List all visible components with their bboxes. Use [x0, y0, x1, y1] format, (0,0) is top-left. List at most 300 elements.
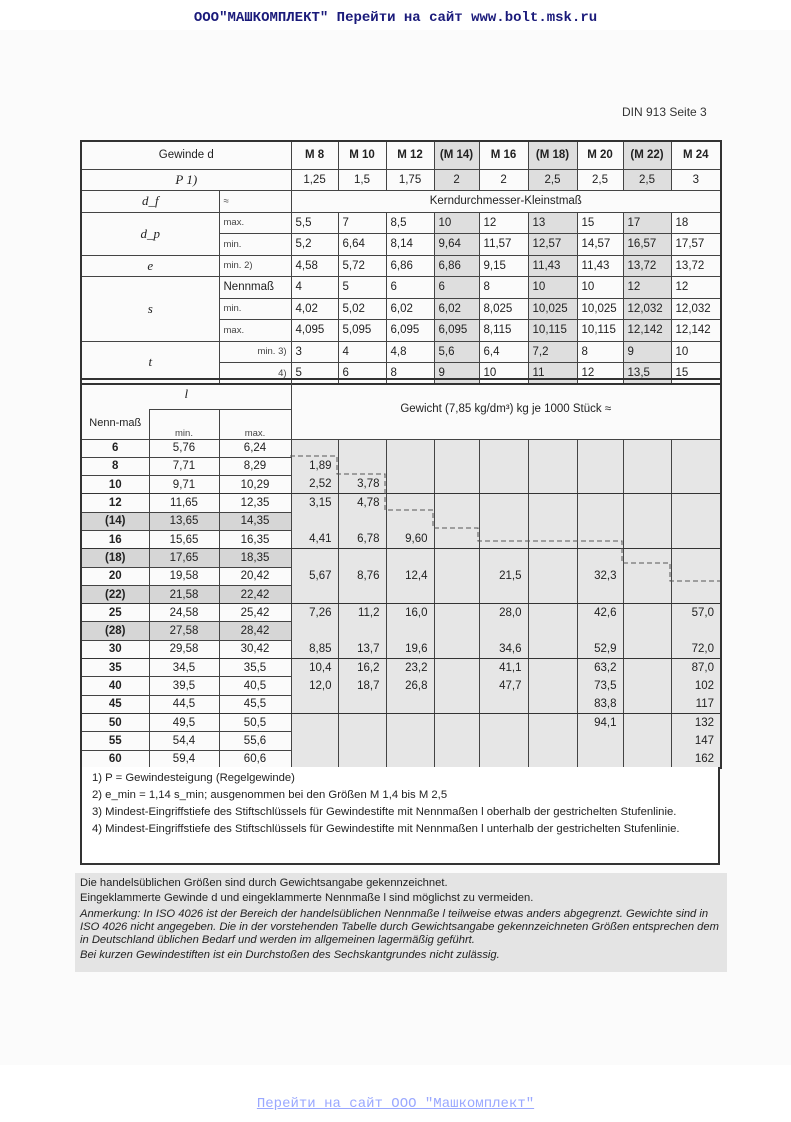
weight-cell: 4,41 [291, 530, 338, 548]
weight-cell [479, 494, 528, 512]
length-row [81, 476, 721, 494]
weight-cell [386, 585, 434, 603]
value-cell: 6 [386, 277, 434, 299]
weight-cell [623, 640, 671, 658]
value-cell: 9 [623, 341, 671, 363]
weight-cell: 34,6 [479, 640, 528, 658]
weight-cell [434, 457, 479, 475]
weight-cell [577, 512, 623, 530]
kerndurchmesser-note: Kerndurchmesser-Kleinstmaß [291, 191, 721, 213]
max-cell: 6,24 [219, 439, 291, 457]
value-cell: 13,5 [623, 363, 671, 385]
weight-cell [479, 695, 528, 713]
min-cell: 13,65 [149, 512, 219, 530]
note-anmerkung: Anmerkung: In ISO 4026 ist der Bereich der handelsüblichen Nennmaße l teilweise etwas anders abgegrenzt. Gewichte sind in ISO 4026 nicht angegeben. Die in der vorstehenden Tabelle durch Gewichtsangabe gekennzeichneten Größen entsprechen dem in Deutschland üblichen Bedarf und werden im allgemeinen lagermäßig geführt. [80, 907, 719, 947]
weight-cell [671, 622, 721, 640]
value-cell: 11,57 [479, 234, 528, 256]
value-cell: 12,57 [528, 234, 577, 256]
weight-cell [338, 457, 386, 475]
weight-cell [291, 750, 338, 768]
value-cell: 17,57 [671, 234, 721, 256]
weight-cell [434, 713, 479, 731]
weight-cell [528, 494, 577, 512]
weight-cell: 28,0 [479, 604, 528, 622]
weight-cell [623, 585, 671, 603]
weight-cell [623, 530, 671, 548]
size-header: M 20 [577, 141, 623, 169]
weight-cell: 57,0 [671, 604, 721, 622]
value-cell: 6,64 [338, 234, 386, 256]
value-cell: 8,14 [386, 234, 434, 256]
weight-cell [291, 512, 338, 530]
value-cell: 12 [577, 363, 623, 385]
length-row [81, 512, 721, 530]
weight-cell [623, 622, 671, 640]
nennmass-cell: 10 [81, 476, 149, 494]
value-cell: 16,57 [623, 234, 671, 256]
value-cell: 12,142 [671, 320, 721, 342]
label-l: l [81, 379, 291, 409]
header-max: max. [219, 409, 291, 439]
max-cell: 28,42 [219, 622, 291, 640]
weight-cell: 132 [671, 713, 721, 731]
weight-cell [577, 439, 623, 457]
weight-cell [479, 750, 528, 768]
nennmass-cell: 50 [81, 713, 149, 731]
footnote-4: 4) Mindest-Eingriffstiefe des Stiftschlüssels für Gewindestifte mit Nennmaßen l unterhalb der gestrichelten Stufenlinie. [92, 823, 680, 835]
nennmass-cell: 20 [81, 567, 149, 585]
weight-cell: 16,2 [338, 659, 386, 677]
header-gewinde: Gewinde d [81, 141, 291, 169]
length-row [81, 622, 721, 640]
length-row [81, 695, 721, 713]
weight-cell [338, 512, 386, 530]
max-cell: 60,6 [219, 750, 291, 768]
weight-cell [386, 439, 434, 457]
weight-cell: 8,76 [338, 567, 386, 585]
weight-cell: 2,52 [291, 476, 338, 494]
value-cell: 3 [671, 169, 721, 191]
min-cell: 19,58 [149, 567, 219, 585]
value-cell: 14,57 [577, 234, 623, 256]
size-header: M 12 [386, 141, 434, 169]
max-cell: 55,6 [219, 732, 291, 750]
weight-cell [386, 512, 434, 530]
weight-cell [479, 549, 528, 567]
value-cell: 10 [434, 212, 479, 234]
weight-cell [671, 585, 721, 603]
min-cell: 11,65 [149, 494, 219, 512]
value-cell: 5,2 [291, 234, 338, 256]
weight-cell [623, 659, 671, 677]
notes-block [75, 873, 727, 972]
weight-cell: 19,6 [386, 640, 434, 658]
weight-cell [577, 622, 623, 640]
value-cell: 10 [577, 277, 623, 299]
value-cell: 6,02 [434, 298, 479, 320]
weight-cell: 12,0 [291, 677, 338, 695]
weight-cell [528, 567, 577, 585]
weight-cell: 11,2 [338, 604, 386, 622]
value-cell: 9,15 [479, 255, 528, 277]
value-cell: 11,43 [577, 255, 623, 277]
weight-cell: 8,85 [291, 640, 338, 658]
weight-cell: 72,0 [671, 640, 721, 658]
min-cell: 7,71 [149, 457, 219, 475]
weight-cell: 5,67 [291, 567, 338, 585]
value-cell: 13,72 [671, 255, 721, 277]
weight-cell [434, 476, 479, 494]
weight-cell: 94,1 [577, 713, 623, 731]
max-cell: 14,35 [219, 512, 291, 530]
size-header: M 8 [291, 141, 338, 169]
site-banner-link[interactable]: ООО"МАШКОМПЛЕКТ" Перейти на сайт www.bolt.msk.ru [193, 10, 598, 26]
weight-cell [479, 457, 528, 475]
length-row [81, 530, 721, 548]
min-cell: 9,71 [149, 476, 219, 494]
max-cell: 12,35 [219, 494, 291, 512]
value-cell: 10 [528, 277, 577, 299]
weight-cell [479, 476, 528, 494]
nennmass-cell: (28) [81, 622, 149, 640]
weight-cell [386, 549, 434, 567]
weight-cell [528, 640, 577, 658]
min-cell: 44,5 [149, 695, 219, 713]
nennmass-cell: 16 [81, 530, 149, 548]
value-cell: 4,8 [386, 341, 434, 363]
weight-cell [577, 476, 623, 494]
value-cell: 10,025 [577, 298, 623, 320]
weight-cell [528, 604, 577, 622]
label-p: P 1) [81, 169, 291, 191]
weight-cell [528, 549, 577, 567]
value-cell: 18 [671, 212, 721, 234]
value-cell: 5,5 [291, 212, 338, 234]
label-dp: d_p [81, 212, 219, 255]
weight-cell [528, 750, 577, 768]
weight-cell: 147 [671, 732, 721, 750]
max-cell: 50,5 [219, 713, 291, 731]
nennmass-cell: 8 [81, 457, 149, 475]
value-cell: 6,86 [434, 255, 479, 277]
nennmass-cell: 30 [81, 640, 149, 658]
value-cell: 2,5 [528, 169, 577, 191]
max-cell: 25,42 [219, 604, 291, 622]
value-cell: 17 [623, 212, 671, 234]
length-row [81, 439, 721, 457]
weight-cell [623, 677, 671, 695]
weight-cell [623, 732, 671, 750]
min-cell: 29,58 [149, 640, 219, 658]
note-1: Die handelsüblichen Größen sind durch Gewichtsangabe gekennzeichnet. [80, 877, 448, 889]
min-cell: 59,4 [149, 750, 219, 768]
length-row [81, 549, 721, 567]
weight-cell [671, 512, 721, 530]
value-cell: 10,025 [528, 298, 577, 320]
weight-cell [434, 604, 479, 622]
weight-cell: 87,0 [671, 659, 721, 677]
weight-cell [623, 512, 671, 530]
value-cell: 8,115 [479, 320, 528, 342]
value-cell: 6,02 [386, 298, 434, 320]
weight-cell [479, 530, 528, 548]
weight-cell: 16,0 [386, 604, 434, 622]
qualifier-min3: min. 3) [219, 341, 291, 363]
value-cell: 4,58 [291, 255, 338, 277]
weight-cell [623, 713, 671, 731]
qualifier-nennmass: Nennmaß [219, 277, 291, 299]
weight-cell: 18,7 [338, 677, 386, 695]
qualifier-4: 4) [219, 363, 291, 385]
length-row [81, 659, 721, 677]
value-cell: 4,02 [291, 298, 338, 320]
weight-cell [338, 695, 386, 713]
weight-cell [434, 640, 479, 658]
length-row [81, 585, 721, 603]
qualifier-max: max. [219, 212, 291, 234]
nennmass-cell: 45 [81, 695, 149, 713]
value-cell: 15 [671, 363, 721, 385]
value-cell: 1,25 [291, 169, 338, 191]
value-cell: 6,86 [386, 255, 434, 277]
size-header: M 16 [479, 141, 528, 169]
weight-cell: 21,5 [479, 567, 528, 585]
min-cell: 54,4 [149, 732, 219, 750]
weight-cell: 63,2 [577, 659, 623, 677]
length-row [81, 732, 721, 750]
min-cell: 24,58 [149, 604, 219, 622]
value-cell: 12,032 [623, 298, 671, 320]
value-cell: 6,4 [479, 341, 528, 363]
weight-cell [338, 439, 386, 457]
weight-cell [528, 530, 577, 548]
weight-cell [528, 695, 577, 713]
weight-cell [528, 585, 577, 603]
weight-cell: 73,5 [577, 677, 623, 695]
weight-cell [434, 530, 479, 548]
max-cell: 22,42 [219, 585, 291, 603]
label-df: d_f [81, 191, 219, 213]
weight-cell [577, 530, 623, 548]
length-row [81, 494, 721, 512]
value-cell: 10 [671, 341, 721, 363]
value-cell: 1,5 [338, 169, 386, 191]
nennmass-cell: 40 [81, 677, 149, 695]
weight-cell [528, 622, 577, 640]
value-cell: 5 [291, 363, 338, 385]
weight-cell [577, 457, 623, 475]
weight-cell: 32,3 [577, 567, 623, 585]
weight-cell [291, 549, 338, 567]
bottom-site-link[interactable]: Перейти на сайт ООО "Машкомплект" [256, 1096, 535, 1112]
qualifier-min: min. [219, 298, 291, 320]
max-cell: 10,29 [219, 476, 291, 494]
weight-cell: 9,60 [386, 530, 434, 548]
note-2: Eingeklammerte Gewinde d und eingeklammerte Nennmaße l sind möglichst zu vermeiden. [80, 892, 534, 905]
min-cell: 27,58 [149, 622, 219, 640]
max-cell: 35,5 [219, 659, 291, 677]
min-cell: 21,58 [149, 585, 219, 603]
value-cell: 4 [291, 277, 338, 299]
max-cell: 30,42 [219, 640, 291, 658]
weight-cell [528, 732, 577, 750]
length-row [81, 457, 721, 475]
footnote-2: 2) e_min = 1,14 s_min; ausgenommen bei den Größen M 1,4 bis M 2,5 [92, 789, 448, 801]
weight-cell [528, 512, 577, 530]
note-4: Bei kurzen Gewindestiften ist ein Durchstoßen des Sechskantgrundes nicht zulässig. [80, 949, 500, 962]
weight-cell: 102 [671, 677, 721, 695]
footnotes [80, 767, 720, 865]
min-cell: 39,5 [149, 677, 219, 695]
weight-cell [479, 585, 528, 603]
weight-cell [671, 549, 721, 567]
value-cell: 5 [338, 277, 386, 299]
nennmass-cell: (22) [81, 585, 149, 603]
weight-cell [386, 750, 434, 768]
value-cell: 5,6 [434, 341, 479, 363]
weight-cell [671, 457, 721, 475]
value-cell: 10 [479, 363, 528, 385]
weight-cell [623, 439, 671, 457]
value-cell: 6,095 [386, 320, 434, 342]
weight-cell: 23,2 [386, 659, 434, 677]
qualifier-min: min. [219, 234, 291, 256]
weight-cell [434, 512, 479, 530]
max-cell: 40,5 [219, 677, 291, 695]
value-cell: 4 [338, 341, 386, 363]
value-cell: 8 [577, 341, 623, 363]
value-cell: 1,75 [386, 169, 434, 191]
weight-header: Gewicht (7,85 kg/dm³) kg je 1000 Stück ≈ [291, 379, 721, 439]
weight-cell: 3,78 [338, 476, 386, 494]
weight-cell [671, 530, 721, 548]
value-cell: 12 [671, 277, 721, 299]
weight-cell [338, 750, 386, 768]
max-cell: 45,5 [219, 695, 291, 713]
min-cell: 49,5 [149, 713, 219, 731]
nennmass-cell: 6 [81, 439, 149, 457]
weight-cell [291, 622, 338, 640]
min-cell: 5,76 [149, 439, 219, 457]
length-row [81, 713, 721, 731]
weight-cell [434, 549, 479, 567]
size-header: M 24 [671, 141, 721, 169]
weight-cell: 3,15 [291, 494, 338, 512]
value-cell: 7 [338, 212, 386, 234]
header-nennmass: Nenn-maß [81, 409, 149, 439]
weight-cell [623, 604, 671, 622]
value-cell: 9,64 [434, 234, 479, 256]
weight-cell [577, 585, 623, 603]
weight-cell [623, 695, 671, 713]
value-cell: 13,72 [623, 255, 671, 277]
weight-cell [528, 476, 577, 494]
weight-cell [291, 732, 338, 750]
nennmass-cell: (14) [81, 512, 149, 530]
value-cell: 15 [577, 212, 623, 234]
value-cell: 10,115 [528, 320, 577, 342]
weight-cell: 26,8 [386, 677, 434, 695]
weight-cell: 47,7 [479, 677, 528, 695]
weight-cell [623, 494, 671, 512]
qualifier-min2: min. 2) [219, 255, 291, 277]
weight-cell [386, 622, 434, 640]
weight-cell: 10,4 [291, 659, 338, 677]
weight-cell: 13,7 [338, 640, 386, 658]
value-cell: 12,032 [671, 298, 721, 320]
weight-cell [338, 732, 386, 750]
weight-cell: 12,4 [386, 567, 434, 585]
value-cell: 8,5 [386, 212, 434, 234]
min-cell: 34,5 [149, 659, 219, 677]
weight-cell: 42,6 [577, 604, 623, 622]
value-cell: 11,43 [528, 255, 577, 277]
weight-cell [577, 732, 623, 750]
weight-cell [577, 549, 623, 567]
qualifier-max: max. [219, 320, 291, 342]
weight-cell [671, 476, 721, 494]
min-cell: 17,65 [149, 549, 219, 567]
weight-cell [528, 439, 577, 457]
weight-cell [434, 494, 479, 512]
label-e: e [81, 255, 219, 277]
weight-cell [577, 494, 623, 512]
weight-cell [386, 476, 434, 494]
max-cell: 18,35 [219, 549, 291, 567]
weight-cell [623, 457, 671, 475]
value-cell: 12 [623, 277, 671, 299]
footnote-3: 3) Mindest-Eingriffstiefe des Stiftschlüssels für Gewindestifte mit Nennmaßen l oberhalb der gestrichelten Stufenlinie. [92, 806, 677, 818]
dimensions-table [80, 140, 722, 385]
weight-cell [291, 439, 338, 457]
nennmass-cell: 35 [81, 659, 149, 677]
weight-cell [434, 439, 479, 457]
value-cell: 6,095 [434, 320, 479, 342]
min-cell: 15,65 [149, 530, 219, 548]
size-header: (M 22) [623, 141, 671, 169]
weight-cell [528, 659, 577, 677]
weight-cell [577, 750, 623, 768]
weight-cell [623, 567, 671, 585]
value-cell: 12,142 [623, 320, 671, 342]
weight-cell: 41,1 [479, 659, 528, 677]
weight-cell [434, 695, 479, 713]
weight-cell: 83,8 [577, 695, 623, 713]
value-cell: 6 [338, 363, 386, 385]
nennmass-cell: 25 [81, 604, 149, 622]
label-s: s [81, 277, 219, 342]
length-row [81, 677, 721, 695]
weight-cell [671, 567, 721, 585]
value-cell: 10,115 [577, 320, 623, 342]
length-row [81, 604, 721, 622]
weight-cell: 52,9 [577, 640, 623, 658]
footnote-1: 1) P = Gewindesteigung (Regelgewinde) [92, 772, 295, 784]
max-cell: 16,35 [219, 530, 291, 548]
value-cell: 6 [434, 277, 479, 299]
weight-cell [479, 713, 528, 731]
weight-cell [434, 585, 479, 603]
size-header: (M 18) [528, 141, 577, 169]
weight-cell [386, 494, 434, 512]
weight-cell: 117 [671, 695, 721, 713]
weight-cell [386, 713, 434, 731]
value-cell: 7,2 [528, 341, 577, 363]
weight-cell [338, 549, 386, 567]
value-cell: 2 [479, 169, 528, 191]
weights-table [80, 378, 722, 769]
value-cell: 9 [434, 363, 479, 385]
